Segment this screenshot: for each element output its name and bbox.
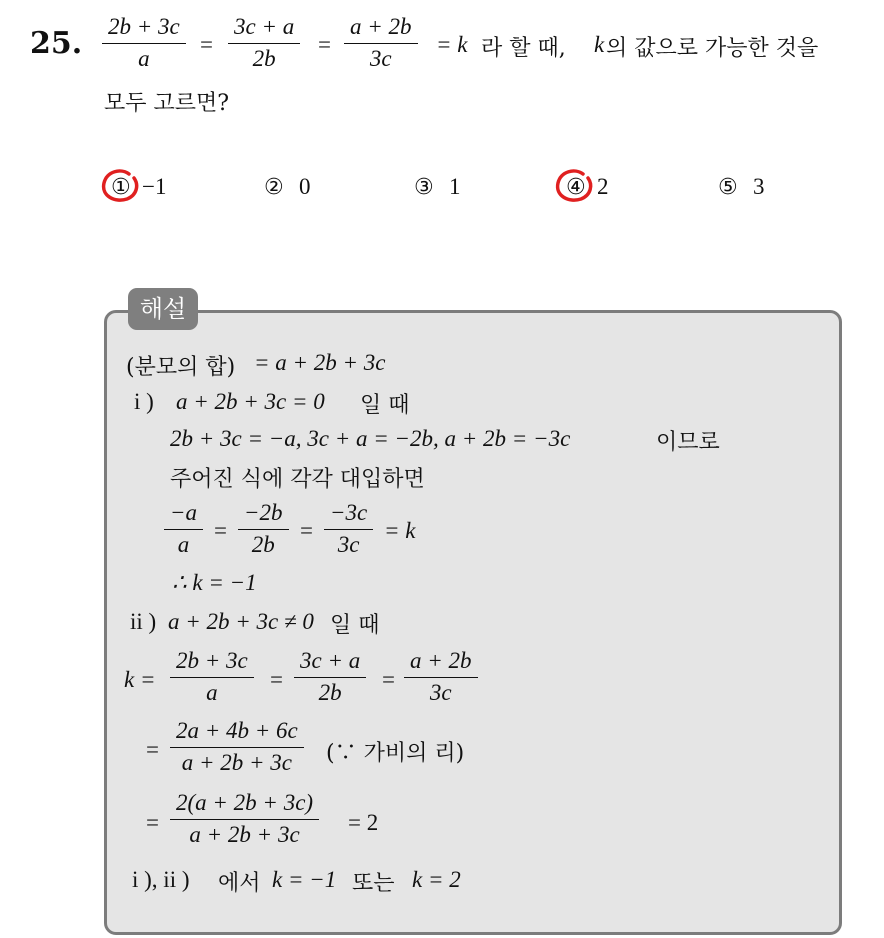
case-2-fraction-1 — [170, 648, 254, 706]
fraction-numerator: −a — [164, 500, 203, 530]
fraction-numerator: a + 2b — [344, 14, 418, 44]
fraction-denominator: a + 2b + 3c — [189, 822, 300, 847]
fraction-numerator: 2b + 3c — [102, 14, 186, 44]
k-variable: k — [594, 32, 605, 57]
case-1-substitutions: 2b + 3c = −a, 3c + a = −2b, a + 2b = −3c — [170, 426, 571, 451]
fraction-denominator: 2b — [252, 46, 276, 71]
choice-value: 0 — [299, 174, 311, 199]
case-1-text: 일 때 — [360, 393, 410, 418]
solution-line-1-expr: = a + 2b + 3c — [254, 350, 386, 375]
fraction-denominator: 2b — [318, 680, 342, 705]
equals-sign: = — [200, 32, 213, 57]
case-1-text-2: 이므로 — [656, 430, 720, 455]
equals-sign: = — [318, 32, 331, 57]
equals-k: = k — [436, 32, 468, 57]
case-1-fraction-2 — [238, 500, 289, 558]
fraction-denominator: 3c — [369, 46, 392, 71]
case-2-fraction-5 — [170, 790, 319, 848]
case-2-fraction-2 — [294, 648, 366, 706]
choice-2[interactable] — [264, 174, 311, 200]
equals-sign: = — [270, 667, 283, 692]
case-2-fraction-4 — [170, 718, 304, 776]
stem-fraction-2 — [228, 14, 300, 72]
fraction-numerator: 3c + a — [228, 14, 300, 44]
choice-value: 3 — [753, 174, 765, 199]
choice-marker: ⑤ — [718, 175, 738, 200]
case-1-result: ∴ k = −1 — [172, 570, 257, 595]
choice-marker: ④ — [566, 175, 586, 200]
fraction-denominator: 3c — [429, 680, 452, 705]
stem-text: 라 할 때, — [481, 36, 566, 61]
k-equals: k = — [124, 667, 156, 692]
stem-text-2: 의 값으로 가능한 것을 — [606, 36, 819, 61]
conclusion-value-2: k = 2 — [412, 867, 461, 892]
conclusion-text: 에서 — [218, 871, 261, 896]
equals-sign: = — [214, 518, 227, 543]
choice-1[interactable] — [111, 174, 167, 200]
property-note: (∵ 가비의 리) — [326, 741, 465, 766]
case-1-fraction-3 — [324, 500, 373, 558]
choice-value: 1 — [449, 174, 461, 199]
equals-k: = k — [384, 518, 416, 543]
choice-marker: ② — [264, 175, 284, 200]
fraction-denominator: 3c — [337, 532, 360, 557]
conclusion-text-2: 또는 — [352, 871, 395, 896]
fraction-numerator: 2a + 4b + 6c — [170, 718, 304, 748]
fraction-numerator: −2b — [238, 500, 289, 530]
case-1-fraction-1 — [164, 500, 203, 558]
question-number: 25. — [30, 26, 83, 61]
case-2-condition: a + 2b + 3c ≠ 0 — [168, 609, 314, 634]
conclusion-cases: i ), ii ) — [132, 867, 190, 892]
case-1-condition: a + 2b + 3c = 0 — [176, 389, 325, 414]
fraction-denominator: a — [177, 532, 190, 557]
case-2-result: = 2 — [348, 810, 379, 835]
choice-4[interactable] — [566, 174, 609, 200]
stem-fraction-1 — [102, 14, 186, 72]
case-1-label: i ) — [134, 389, 154, 414]
case-1-text-3: 주어진 식에 각각 대입하면 — [170, 467, 425, 492]
fraction-numerator: −3c — [324, 500, 373, 530]
conclusion-value-1: k = −1 — [272, 867, 337, 892]
fraction-numerator: a + 2b — [404, 648, 478, 678]
fraction-numerator: 2(a + 2b + 3c) — [170, 790, 319, 820]
case-2-text: 일 때 — [330, 613, 380, 638]
case-2-label: ii ) — [130, 609, 157, 634]
stem-fraction-3 — [344, 14, 418, 72]
fraction-numerator: 3c + a — [294, 648, 366, 678]
equals-sign: = — [300, 518, 313, 543]
choice-value: −1 — [142, 174, 167, 199]
fraction-denominator: a + 2b + 3c — [181, 750, 292, 775]
equals-sign: = — [146, 810, 159, 835]
fraction-denominator: a — [206, 680, 218, 705]
fraction-denominator: 2b — [251, 532, 275, 557]
case-2-fraction-3 — [404, 648, 478, 706]
solution-line-1-label: (분모의 합) — [126, 355, 236, 380]
choice-marker: ③ — [414, 175, 434, 200]
choice-5[interactable] — [718, 174, 765, 200]
solution-badge: 해설 — [128, 288, 198, 330]
equals-sign: = — [146, 737, 159, 762]
fraction-denominator: a — [138, 46, 150, 71]
choice-3[interactable] — [414, 174, 461, 200]
fraction-numerator: 2b + 3c — [170, 648, 254, 678]
equals-sign: = — [382, 667, 395, 692]
stem-line-2: 모두 고르면? — [104, 91, 230, 116]
choice-value: 2 — [597, 174, 609, 199]
choice-marker: ① — [111, 175, 131, 200]
